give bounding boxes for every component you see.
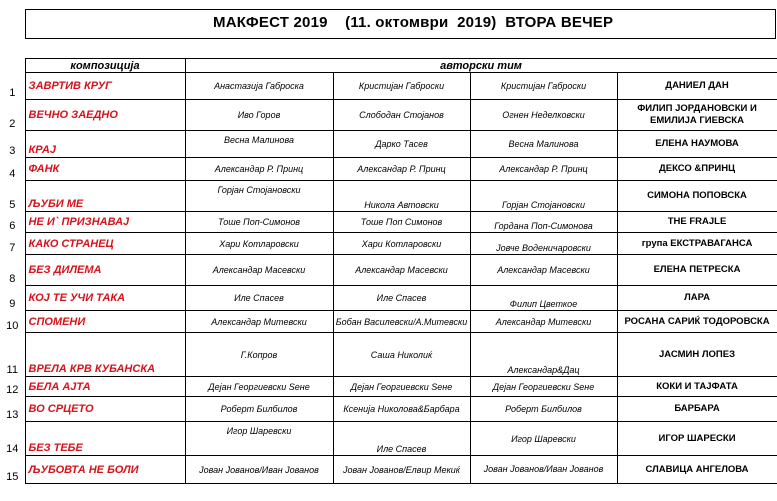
author-1: Александар Р. Принц	[185, 158, 333, 181]
table-row	[0, 377, 777, 397]
row-number: 4	[0, 158, 25, 181]
composition-title: ВРЕЛА КРВ КУБАНСКА	[25, 333, 185, 377]
author-1: Тоше Поп-Симонов	[185, 212, 333, 233]
row-number: 11	[0, 333, 25, 377]
author-3: Александар&Дац	[470, 333, 617, 377]
author-2: Слободан Стојанов	[333, 100, 470, 131]
author-1: Александар Масевски	[185, 255, 333, 286]
row-number: 15	[0, 456, 25, 484]
performer: РОСАНА САРИЌ ТОДОРОВСКА	[617, 311, 777, 333]
author-2: Тоше Поп Симонов	[333, 212, 470, 233]
table-row	[0, 181, 777, 212]
table-row	[0, 255, 777, 286]
row-number: 8	[0, 255, 25, 286]
author-1: Јован Јованов/Иван Јованов	[185, 456, 333, 484]
composition-title: НЕ И` ПРИЗНАВАЈ	[25, 212, 185, 233]
author-3: Филип Цветкое	[470, 286, 617, 311]
performer: група ЕКСТРАВАГАНСА	[617, 233, 777, 255]
author-3: Огнен Неделковски	[470, 100, 617, 131]
author-2: Дарко Тасев	[333, 131, 470, 158]
table-row	[0, 131, 777, 158]
performer: ЕЛЕНА НАУМОВА	[617, 131, 777, 158]
header-authors: авторски тим	[185, 59, 777, 73]
author-3: Александар Митевски	[470, 311, 617, 333]
author-1: Александар Митевски	[185, 311, 333, 333]
performer: СЛАВИЦА АНГЕЛОВА	[617, 456, 777, 484]
author-1: Г.Копров	[185, 333, 333, 377]
row-number: 12	[0, 377, 25, 397]
author-3: Јовче Воденичаровски	[470, 233, 617, 255]
author-2: Хари Котларовски	[333, 233, 470, 255]
performer: ФИЛИП ЈОРДАНОВСКИ И ЕМИЛИЈА ГИЕВСКА	[617, 100, 777, 131]
performer: ДАНИЕЛ ДАН	[617, 73, 777, 100]
table-row	[0, 73, 777, 100]
author-3: Кристијан Габроски	[470, 73, 617, 100]
performer: ИГОР ШАРЕСКИ	[617, 422, 777, 456]
author-1: Хари Котларовски	[185, 233, 333, 255]
row-number: 3	[0, 131, 25, 158]
performer: КОКИ И ТАЈФАТА	[617, 377, 777, 397]
composition-title: БЕЛА АЈТА	[25, 377, 185, 397]
author-1: Роберт Билбилов	[185, 397, 333, 422]
performer: БАРБАРА	[617, 397, 777, 422]
author-2: Иле Спасев	[333, 286, 470, 311]
performer: ДЕКСО &ПРИНЦ	[617, 158, 777, 181]
composition-title: ВЕЧНО ЗАЕДНО	[25, 100, 185, 131]
row-number: 6	[0, 212, 25, 233]
author-3: Игор Шаревски	[470, 422, 617, 456]
author-2: Јован Јованов/Елвир Мекиќ	[333, 456, 470, 484]
author-2: Александар Р. Принц	[333, 158, 470, 181]
document-title-box	[25, 9, 776, 39]
row-number: 10	[0, 311, 25, 333]
performer: ЈАСМИН ЛОПЕЗ	[617, 333, 777, 377]
author-1: Дејан Георгиевски Sене	[185, 377, 333, 397]
row-number: 7	[0, 233, 25, 255]
author-2: Саша Николиќ	[333, 333, 470, 377]
table-row	[0, 100, 777, 131]
row-number: 5	[0, 181, 25, 212]
author-2: Никола Автовски	[333, 181, 470, 212]
author-1: Иво Горов	[185, 100, 333, 131]
author-3: Гордана Поп-Симонова	[470, 212, 617, 233]
composition-title: КОЈ ТЕ УЧИ ТАКА	[25, 286, 185, 311]
author-2: Бобан Василевски/А.Митевски	[333, 311, 470, 333]
table-row	[0, 333, 777, 377]
author-3: Дејан Георгиевски Sене	[470, 377, 617, 397]
performer: THE FRAJLE	[617, 212, 777, 233]
author-2: Иле Спасев	[333, 422, 470, 456]
songs-table	[0, 58, 777, 484]
composition-title: ЉУБОВТА НЕ БОЛИ	[25, 456, 185, 484]
composition-title: ФАНК	[25, 158, 185, 181]
table-row	[0, 233, 777, 255]
table-row	[0, 286, 777, 311]
table-row	[0, 311, 777, 333]
row-number: 2	[0, 100, 25, 131]
author-2: Александар Масевски	[333, 255, 470, 286]
table-header	[0, 59, 777, 73]
composition-title: БЕЗ ТЕБЕ	[25, 422, 185, 456]
composition-title: ЉУБИ МЕ	[25, 181, 185, 212]
table-row	[0, 456, 777, 484]
row-number: 9	[0, 286, 25, 311]
composition-title: ЗАВРТИВ КРУГ	[25, 73, 185, 100]
author-2: Кристијан Габроски	[333, 73, 470, 100]
row-number: 14	[0, 422, 25, 456]
composition-title: СПОМЕНИ	[25, 311, 185, 333]
table-row	[0, 397, 777, 422]
table-row	[0, 158, 777, 181]
header-composition: композиција	[25, 59, 185, 73]
composition-title: БЕЗ ДИЛЕМА	[25, 255, 185, 286]
author-3: Горјан Стојановски	[470, 181, 617, 212]
author-1: Весна Малинова	[185, 131, 333, 158]
table-row	[0, 212, 777, 233]
table-row	[0, 422, 777, 456]
composition-title: КРАЈ	[25, 131, 185, 158]
header-num	[0, 59, 25, 73]
author-3: Роберт Билбилов	[470, 397, 617, 422]
composition-title: ВО СРЦЕТО	[25, 397, 185, 422]
row-number: 1	[0, 73, 25, 100]
author-1: Игор Шаревски	[185, 422, 333, 456]
author-1: Горјан Стојановски	[185, 181, 333, 212]
author-3: Весна Малинова	[470, 131, 617, 158]
author-3: Јован Јованов/Иван Јованов	[470, 456, 617, 484]
author-3: Александар Р. Принц	[470, 158, 617, 181]
author-1: Анастазија Габроска	[185, 73, 333, 100]
author-1: Иле Спасев	[185, 286, 333, 311]
performer: СИМОНА ПОПОВСКА	[617, 181, 777, 212]
performer: ЛАРА	[617, 286, 777, 311]
row-number: 13	[0, 397, 25, 422]
author-2: Ксенија Николова&Барбара	[333, 397, 470, 422]
author-2: Дејан Георгиевски Sене	[333, 377, 470, 397]
author-3: Александар Масевски	[470, 255, 617, 286]
performer: ЕЛЕНА ПЕТРЕСКА	[617, 255, 777, 286]
composition-title: КАКО СТРАНЕЦ	[25, 233, 185, 255]
document-title: МАКФЕСТ 2019 (11. октомври 2019) ВТОРА ВЕЧЕР	[213, 14, 614, 31]
